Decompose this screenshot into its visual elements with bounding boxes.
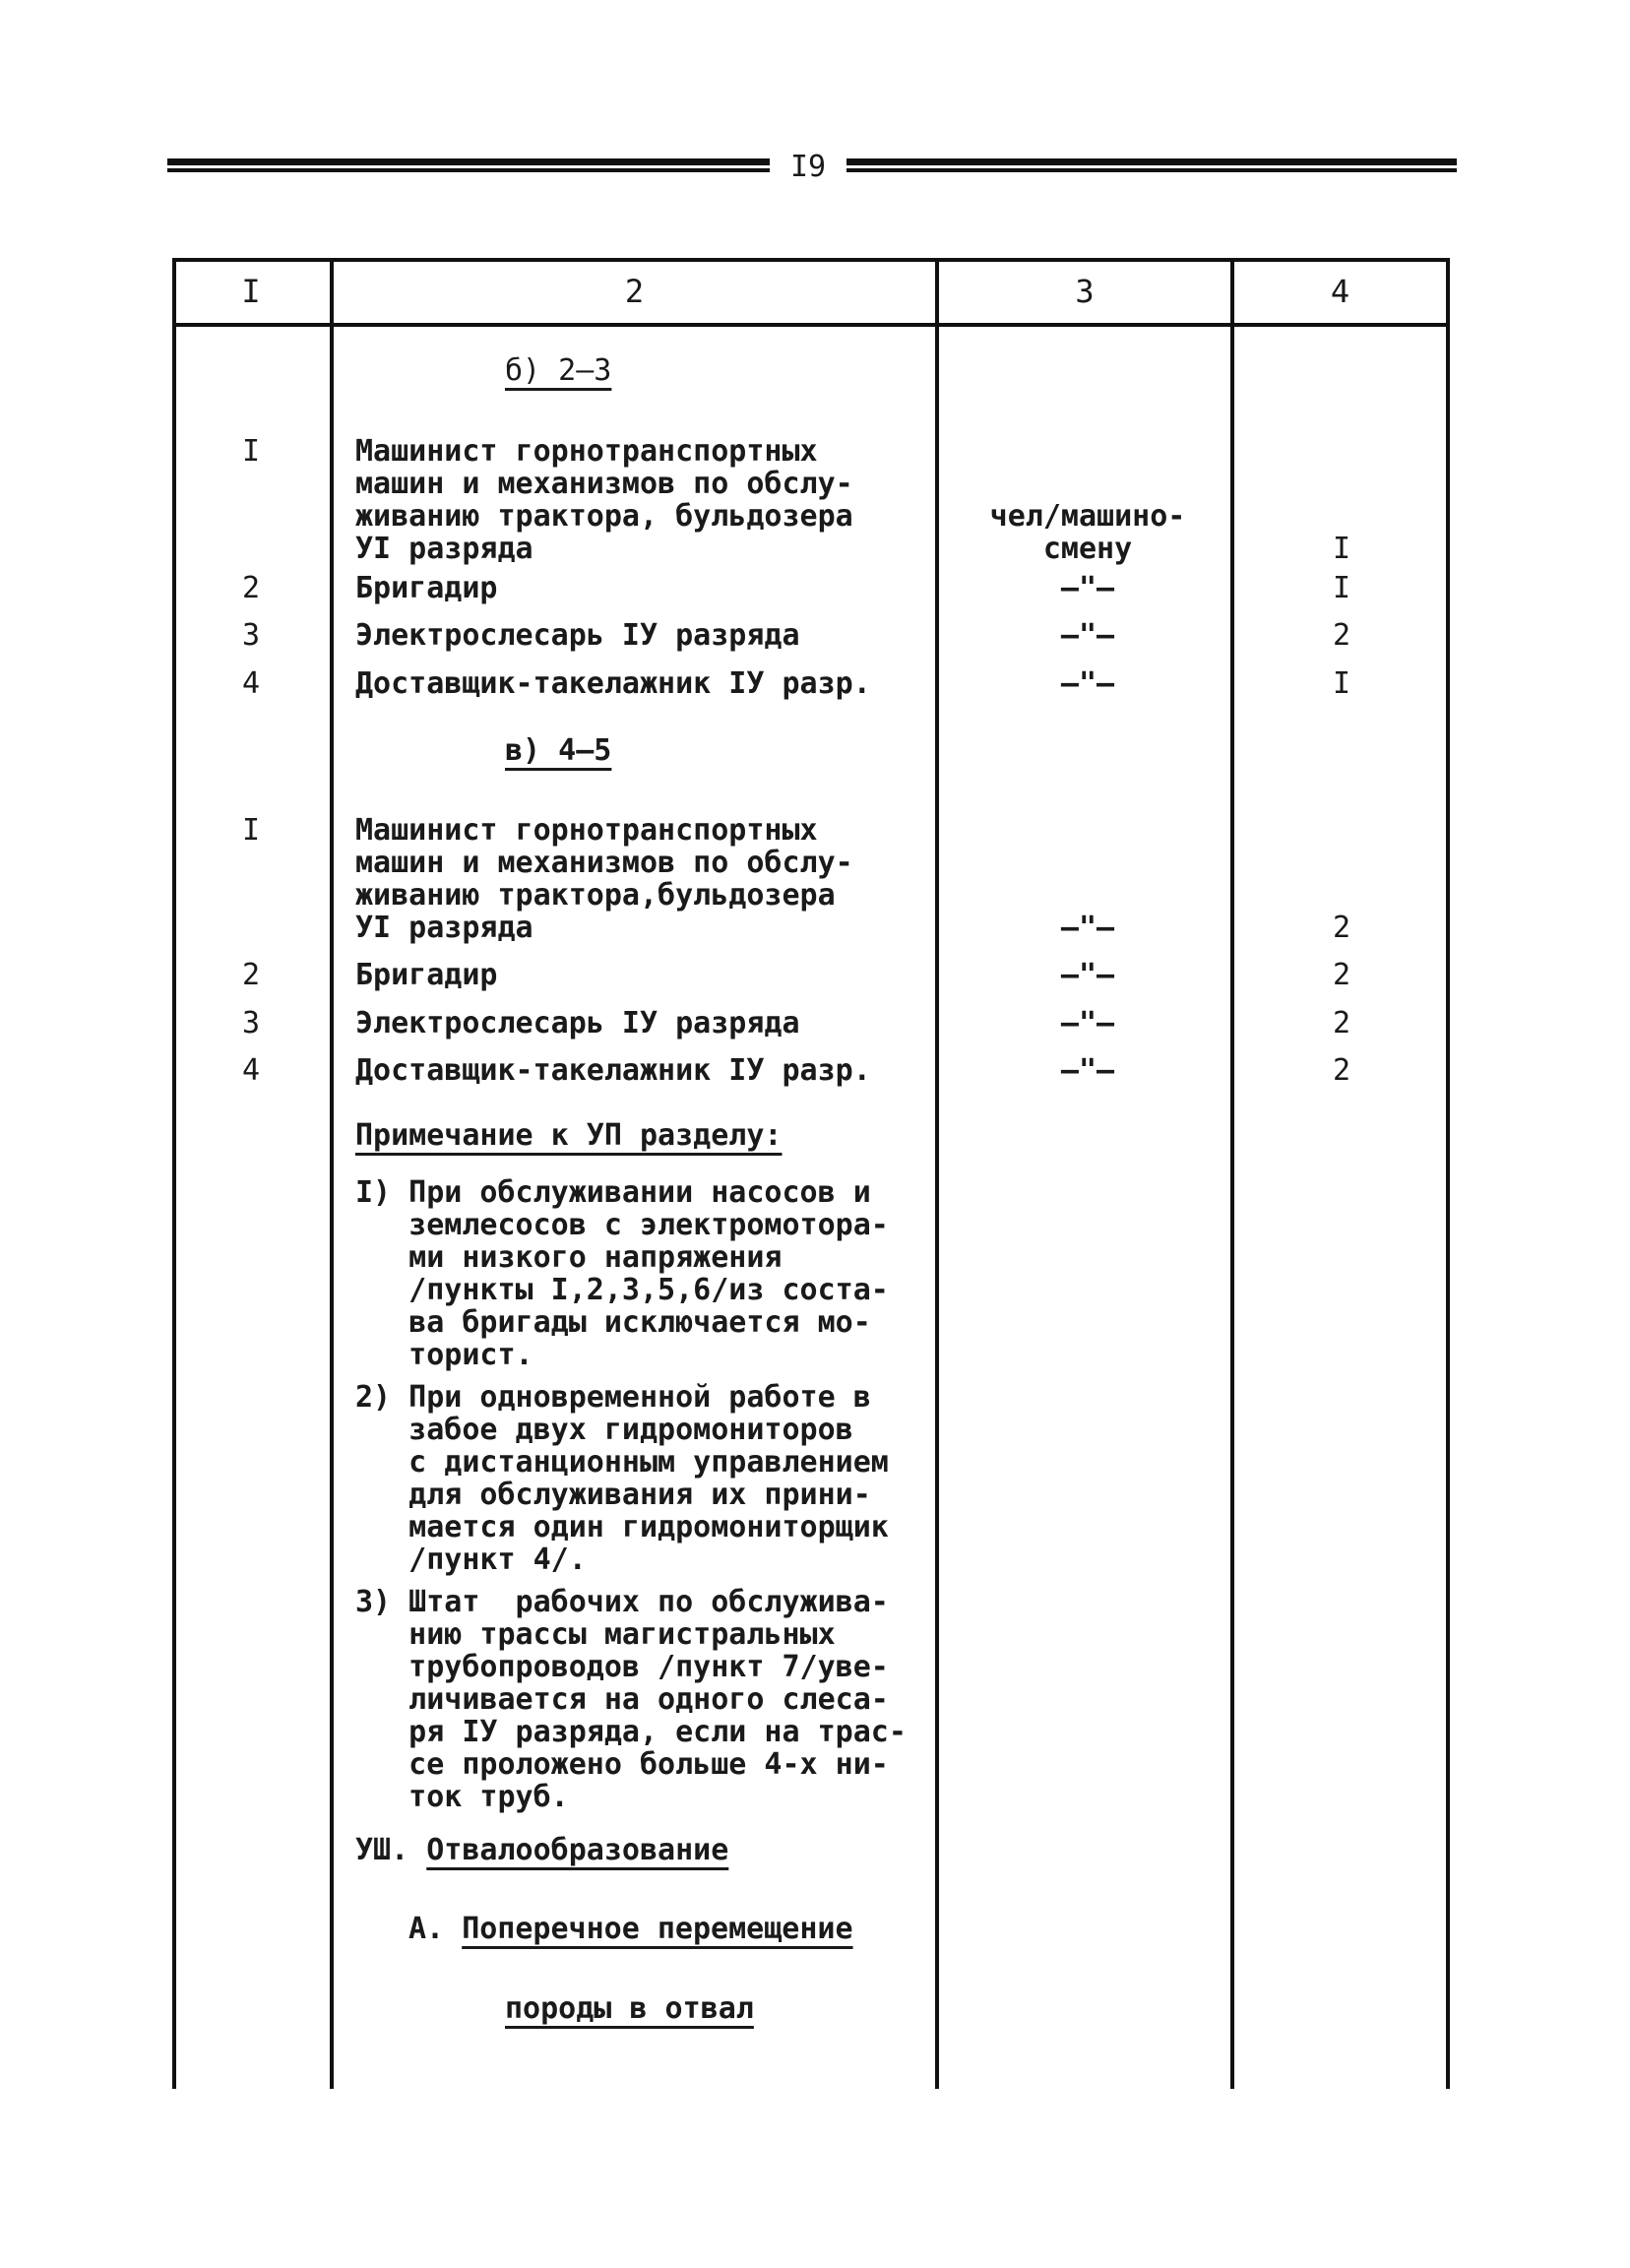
row-description: Электрослесарь IУ разряда [355, 618, 800, 653]
page-number: I9 [789, 150, 827, 184]
note-item: 2) При одновременной работе в забое двух гидромониторов с дистанционным управлением для обслуживания их прини- мается один гидромониторщик /пункт 4/. [355, 1380, 889, 1577]
row-description: Машинист горнотранспортных машин и механизмов по обслу- живанию трактора, бульдозера УI разряда [355, 434, 853, 566]
column-header-4: 4 [1330, 273, 1350, 310]
row-number: 4 [241, 1053, 261, 1088]
note-item: I) При обслуживании насосов и землесосов с электромотора- ми низкого напряжения /пункты I,2,3,5,6/из соста- ва бригады исключается мо- торист. [355, 1175, 889, 1372]
note-item: 3) Штат рабочих по обслужива- нию трассы магистральных трубопроводов /пункт 7/уве- личивается на одного слеса- ря IУ разряда, если на трас- се проложено больше 4-х ни- ток труб. [355, 1585, 907, 1814]
header-rule-right [846, 158, 1457, 176]
column-header-1: I [241, 273, 261, 310]
header-rule-left [167, 158, 770, 176]
note-title: Примечание к УП разделу: [355, 1118, 783, 1153]
row-number: I [241, 434, 261, 469]
row-description: Доставщик-такелажник IУ разр. [355, 1053, 871, 1088]
section-title: б) 2–3 [505, 353, 612, 388]
section-heading [355, 1834, 728, 1866]
row-unit: –"– [1060, 911, 1115, 945]
row-unit: –"– [1060, 1006, 1115, 1040]
row-number: 4 [241, 666, 261, 701]
section-title: Отвалообразование [426, 1833, 729, 1867]
row-quantity: I [1332, 666, 1351, 701]
row-unit: –"– [1060, 618, 1115, 653]
row-unit: –"– [1060, 571, 1115, 605]
staff-table [172, 258, 1450, 2089]
row-unit: –"– [1060, 1053, 1115, 1088]
row-quantity: I [1332, 532, 1351, 566]
subsection-letter: А. [408, 1912, 445, 1946]
row-number: 2 [241, 571, 261, 605]
column-header-2: 2 [624, 273, 645, 310]
row-description: Бригадир [355, 571, 498, 605]
row-quantity: I [1332, 571, 1351, 605]
column-divider-2 [935, 258, 939, 2089]
row-quantity: 2 [1332, 911, 1351, 945]
section-title: в) 4–5 [505, 733, 612, 768]
row-unit: –"– [1060, 958, 1115, 992]
row-unit: –"– [1060, 666, 1115, 701]
row-quantity: 2 [1332, 958, 1351, 992]
row-quantity: 2 [1332, 618, 1351, 653]
column-divider-1 [330, 258, 334, 2089]
column-header-3: 3 [1075, 273, 1095, 310]
subsection-heading [408, 1913, 853, 1945]
row-quantity: 2 [1332, 1006, 1351, 1040]
row-description: Доставщик-такелажник IУ разр. [355, 666, 871, 701]
section-number: УШ. [355, 1833, 409, 1867]
row-number: 2 [241, 958, 261, 992]
page-header [167, 150, 1457, 185]
row-description: Электрослесарь IУ разряда [355, 1006, 800, 1040]
row-number: I [241, 813, 261, 848]
row-description: Машинист горнотранспортных машин и механизмов по обслу- живанию трактора,бульдозера УI разряда [355, 813, 853, 945]
table-border-left [172, 258, 176, 2089]
subsection-title-line2: породы в отвал [505, 1991, 754, 2026]
row-description: Бригадир [355, 958, 498, 992]
row-number: 3 [241, 1006, 261, 1040]
row-quantity: 2 [1332, 1053, 1351, 1088]
subsection-title: Поперечное перемещение [462, 1912, 853, 1946]
row-unit: чел/машино- смену [989, 499, 1186, 566]
row-number: 3 [241, 618, 261, 653]
